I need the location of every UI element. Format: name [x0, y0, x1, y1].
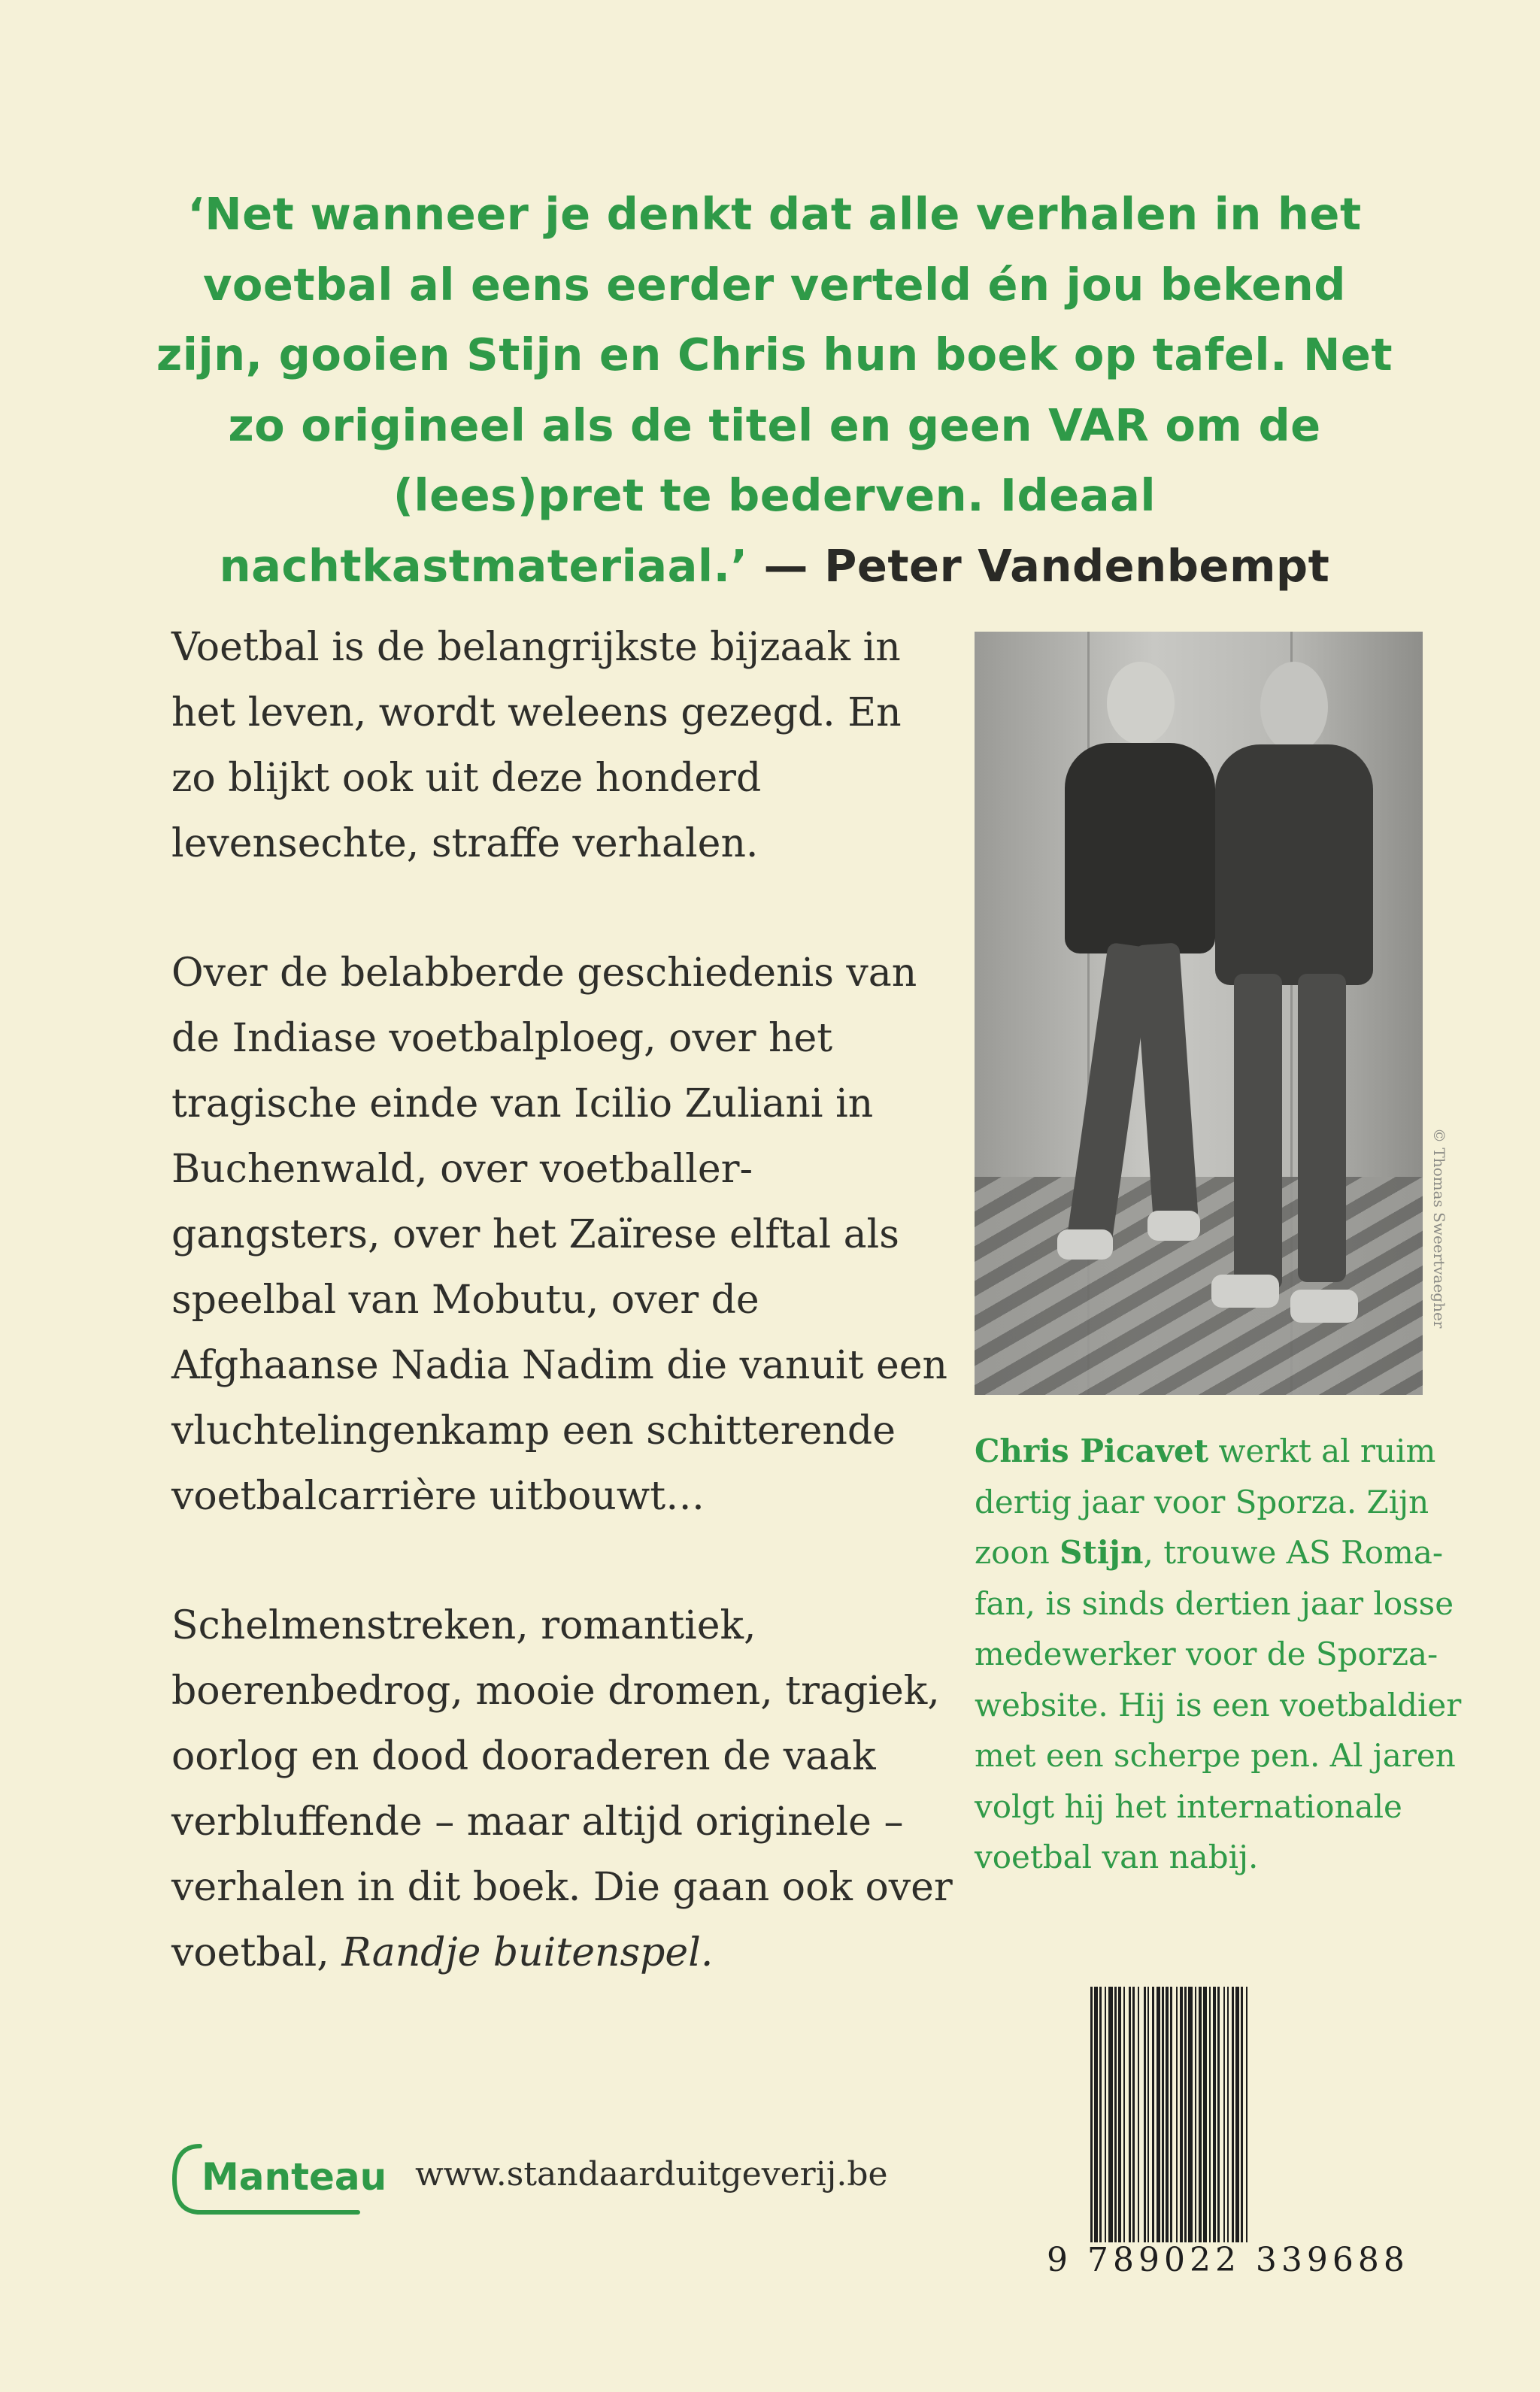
isbn-number: 9 789022 339688	[1047, 2241, 1409, 2279]
blurb-paragraph-2: Over de belabberde geschiedenis van de Indiase voetbalploeg, over het tragische einde van Icilio Zuliani in Buchenwald, over voetballer-gangsters, over het Zaïrese elftal als speelbal van Mobutu, over de Afghaanse Nadia Nadim die vanuit een vluchtelingenkamp een schitterende voetbalcarrière uitbouwt…	[171, 950, 948, 1519]
quote-text: ‘Net wanneer je denkt dat alle verhalen in het voetbal al eens eerder verteld én jou bekend zijn, gooien Stijn en Chris hun boek op tafel. Net zo origineel als de titel en geen VAR om de (lees)pret te bederven. Ideaal nachtkastmateriaal.’	[156, 188, 1393, 592]
bio-text-2: , trouwe AS Roma-fan, is sinds dertien jaar losse medewerker voor de Sporza-website. Hij is een voetbaldier met een scherpe pen. Al jaren volgt hij het internationale voetbal van nabij.	[975, 1534, 1462, 1875]
blurb	[171, 615, 953, 2050]
author-bio	[975, 1426, 1471, 1883]
photo-credit: © Thomas Sweertvaegher	[1430, 1128, 1448, 1329]
blurb-paragraph-3	[171, 1593, 953, 1986]
publisher-logo	[170, 2140, 387, 2218]
blurb-paragraph-3-text: Schelmenstreken, romantiek, boerenbedrog, mooie dromen, tragiek, oorlog en dood dooraderen de vaak verbluffende – maar altijd originele – verhalen in dit boek. Die gaan ook over voetbal,	[171, 1603, 953, 1975]
barcode-bar	[1247, 1987, 1250, 2242]
back-cover-quote	[143, 179, 1406, 601]
author-name-stijn: Stijn	[1060, 1534, 1144, 1571]
blurb-paragraph-1: Voetbal is de belangrijkste bijzaak in het leven, wordt weleens gezegd. En zo blijkt ook uit deze honderd levensechte, straffe verhalen.	[171, 625, 902, 866]
authors-photo	[975, 632, 1423, 1395]
quote-author: — Peter Vandenbempt	[763, 539, 1330, 592]
bio-text-1: werkt al ruim dertig jaar voor Sporza. Zijn zoon	[975, 1432, 1436, 1571]
book-title: Randje buitenspel.	[341, 1930, 714, 1975]
barcode-block	[1047, 1987, 1430, 2280]
barcode	[1090, 1987, 1421, 2242]
publisher-website: www.standaarduitgeverij.be	[415, 2155, 888, 2193]
author-name-chris: Chris Picavet	[975, 1432, 1209, 1469]
publisher-name: Manteau	[202, 2155, 387, 2199]
